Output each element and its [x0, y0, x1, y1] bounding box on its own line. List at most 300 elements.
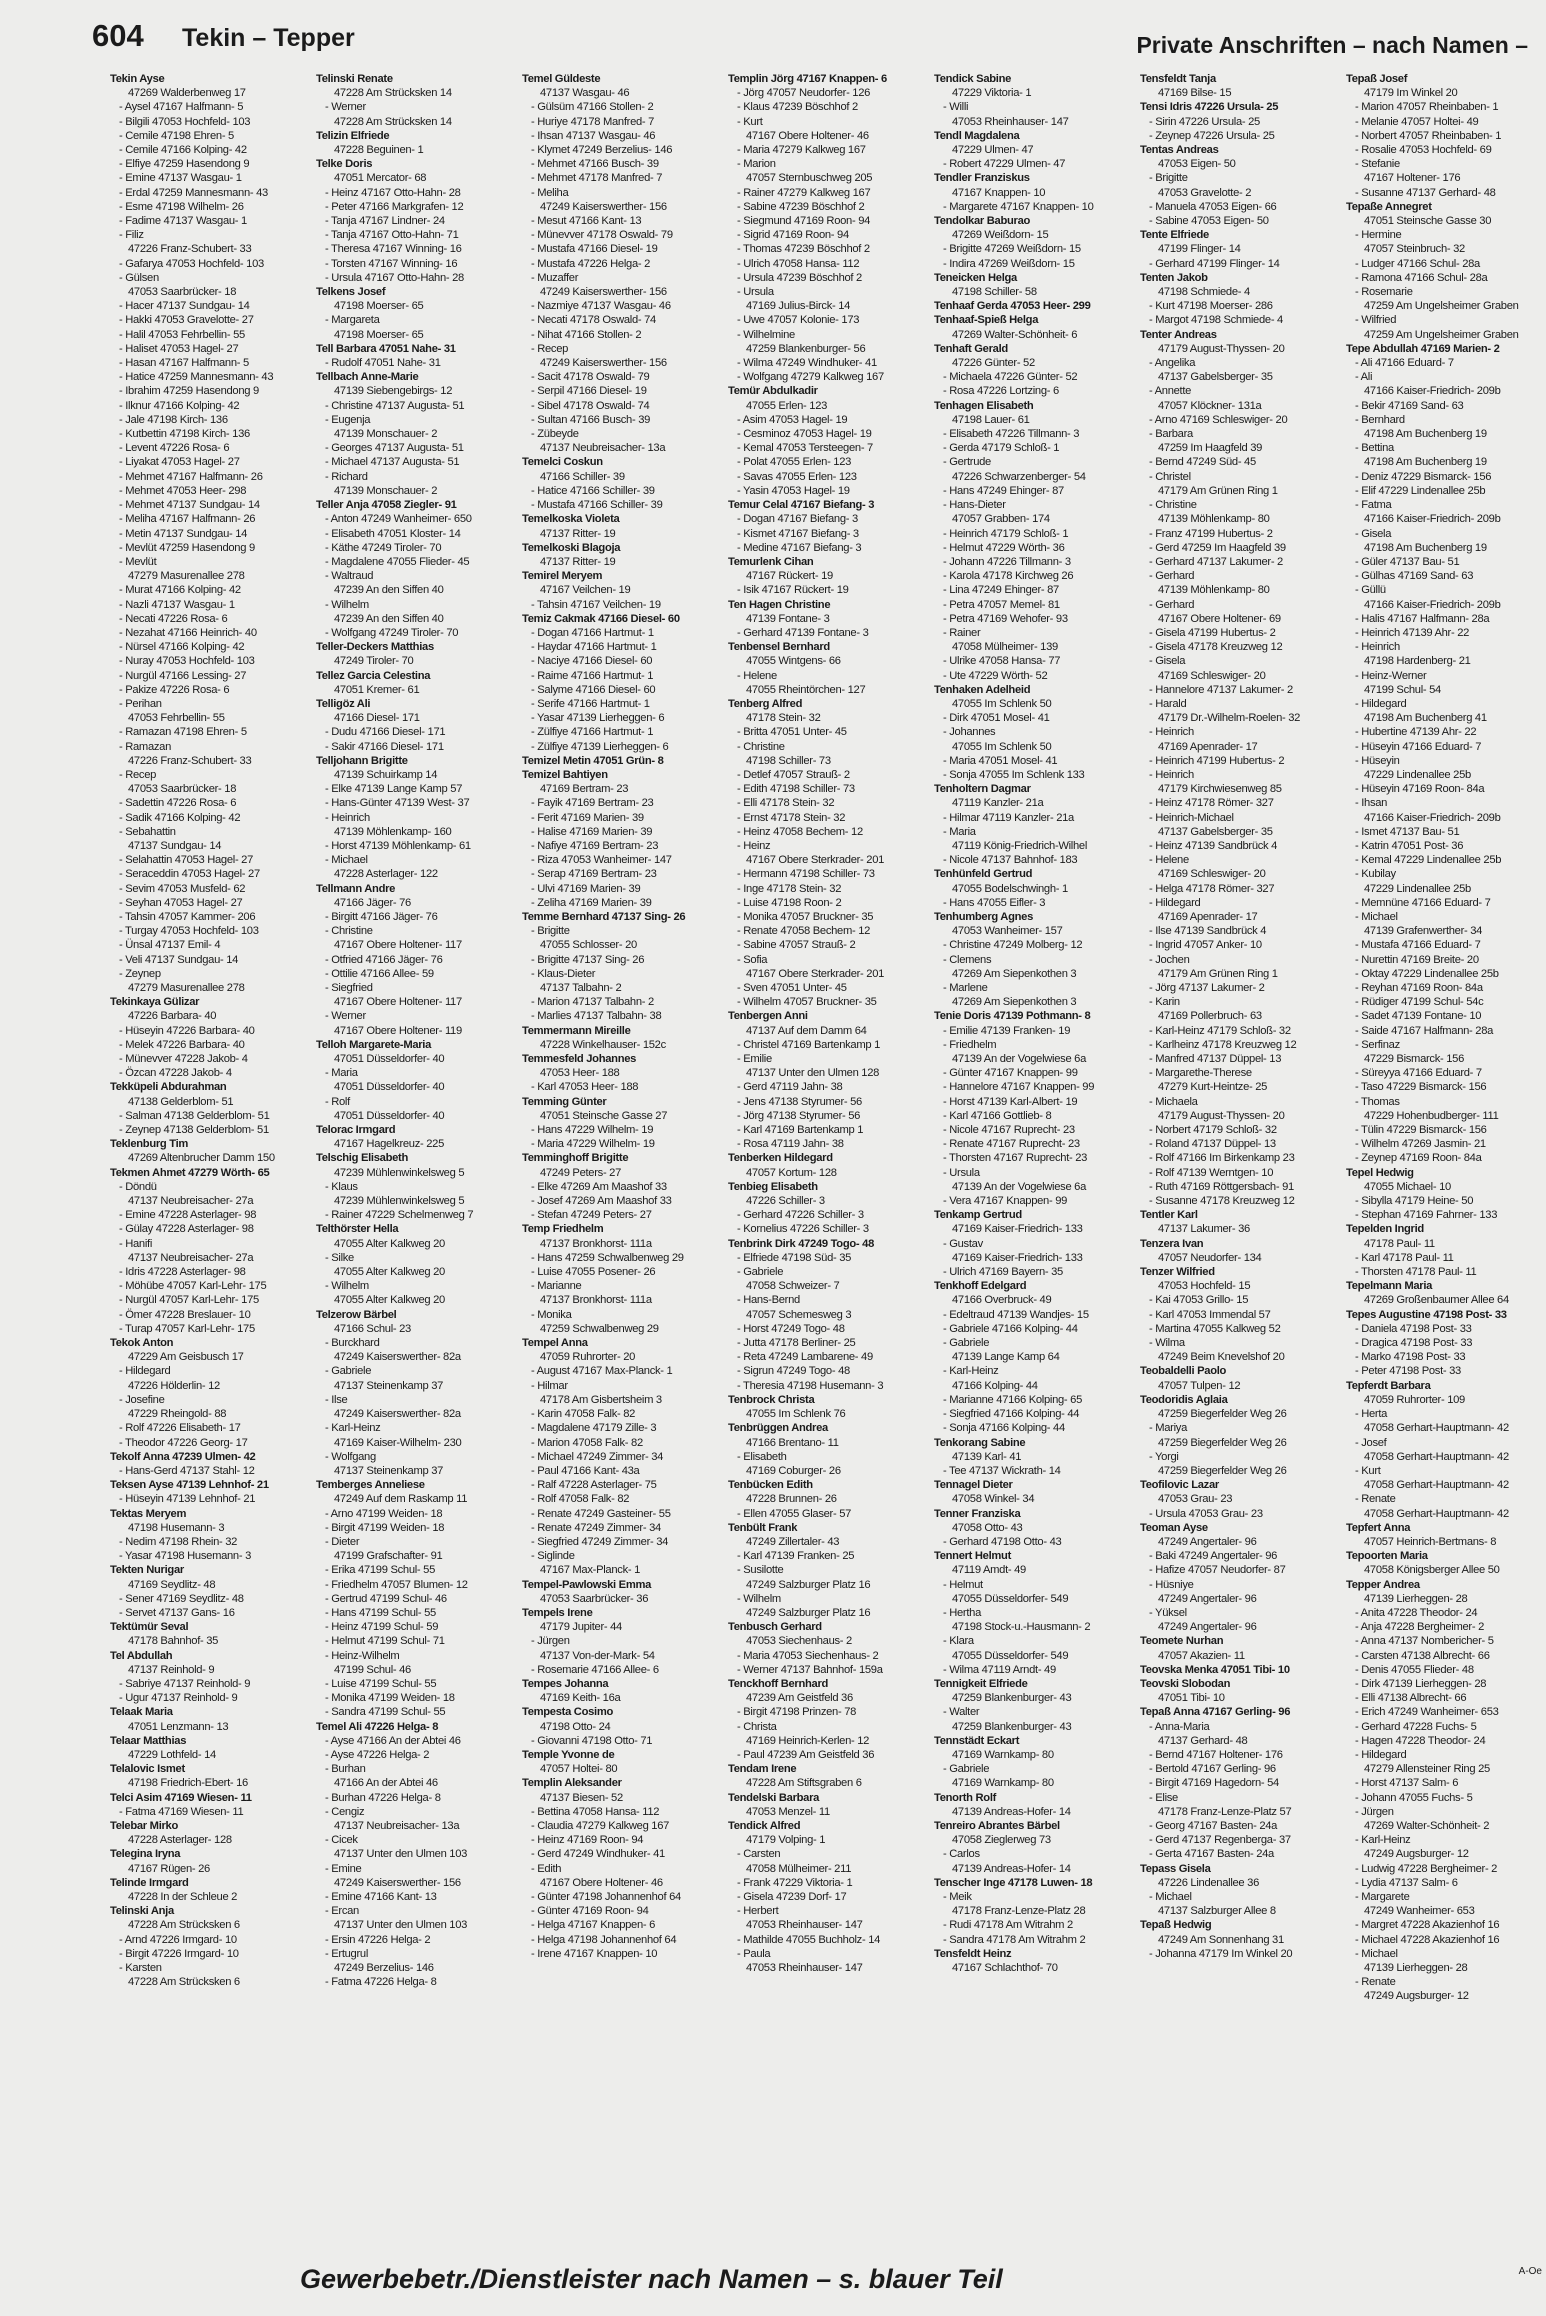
listing-entry: - Jörg 47137 Lakumer- 2 [1149, 982, 1265, 994]
listing-surname-entry: Tenhünfeld Gertrud [934, 868, 1033, 881]
listing-entry: - Theresia 47198 Husemann- 3 [737, 1379, 884, 1392]
listing-entry: - Carsten [737, 1848, 781, 1861]
listing-entry: - Sofia [737, 953, 768, 966]
listing-entry: - Gülay 47228 Asterlager- 98 [119, 1223, 254, 1236]
name-range: Tekin – Tepper [182, 24, 355, 52]
listing-surname-entry: Telschig Elisabeth [316, 1152, 408, 1165]
listing-entry: - Michaela [1149, 1095, 1198, 1108]
listing-address-line: 47058 Schweizer- 7 [746, 1280, 840, 1293]
listing-address-line: 47198 Otto- 24 [540, 1720, 611, 1733]
listing-address-line: 47057 Holtei- 80 [540, 1763, 618, 1776]
listing-entry: - Hans 47249 Ehinger- 87 [943, 484, 1064, 497]
listing-entry: - Ursula 47239 Böschhof 2 [737, 271, 862, 284]
listing-entry: - Gerd 47249 Windhuker- 41 [531, 1848, 665, 1861]
listing-entry: - Silke [325, 1251, 354, 1264]
listing-entry: - Willi [943, 101, 969, 114]
listing-address-line: 47279 Allensteiner Ring 25 [1364, 1763, 1490, 1776]
listing-address-line: 47228 Am Strücksken 14 [334, 115, 452, 128]
listing-entry: - Wilma 47119 Arndt- 49 [943, 1663, 1056, 1676]
listing-address-line: 47167 Obere Holtener- 119 [334, 1024, 462, 1037]
listing-address-line: 47057 Heinrich-Bertmans- 8 [1364, 1535, 1497, 1548]
listing-surname-entry: Telloh Margarete-Maria [316, 1038, 432, 1051]
listing-entry: - Gerda 47179 Schloß- 1 [943, 442, 1060, 455]
listing-address-line: 47199 Schul- 54 [1364, 683, 1441, 696]
listing-entry: - Güllü [1355, 584, 1386, 597]
listing-entry: - Jochen [1149, 953, 1190, 966]
listing-address-line: 47167 Obere Sterkrader- 201 [746, 854, 885, 867]
listing-address-line: 47249 Angertaler- 96 [1158, 1535, 1257, 1548]
listing-entry: - Ayse 47166 An der Abtei 46 [325, 1734, 461, 1747]
listing-entry: - Susanne 47178 Kreuzweg 12 [1149, 1195, 1295, 1208]
listing-surname-entry: Tellbach Anne-Marie [316, 371, 419, 384]
listing-entry: - Kemal 47229 Lindenallee 25b [1355, 854, 1502, 867]
listing-address-line: 47226 Lindenallee 36 [1158, 1876, 1260, 1889]
listing-address-line: 47229 Lothfeld- 14 [128, 1748, 216, 1761]
listing-surname-entry: Tempel Anna [522, 1337, 588, 1350]
listing-entry: - Elke 47269 Am Maashof 33 [531, 1180, 667, 1193]
listing-address-line: 47055 Im Schlenk 76 [746, 1408, 846, 1421]
listing-address-line: 47137 Salzburger Allee 8 [1158, 1905, 1276, 1918]
listing-address-line: 47259 Biegerfelder Weg 26 [1158, 1436, 1287, 1449]
listing-entry: - Marlene [943, 982, 988, 994]
listing-address-line: 47137 Unter den Ulmen 128 [746, 1067, 880, 1080]
listing-entry: - Salman 47138 Gelderblom- 51 [119, 1109, 270, 1122]
listing-entry: - Johannes [943, 726, 996, 739]
listing-entry: - Brigitte 47137 Sing- 26 [531, 953, 645, 966]
listing-surname-entry: Tepass Gisela [1140, 1862, 1211, 1875]
listing-address-line: 47226 Schiller- 3 [746, 1195, 825, 1208]
listing-address-line: 47229 Rheingold- 88 [128, 1408, 227, 1421]
listing-columns [110, 72, 1520, 2240]
listing-entry: - Mustafa 47166 Diesel- 19 [531, 243, 658, 256]
listing-surname-entry: Tensfeldt Tanja [1140, 73, 1216, 85]
listing-surname-entry: Tentas Andreas [1140, 144, 1219, 157]
listing-address-line: 47226 Barbara- 40 [128, 1010, 217, 1023]
listing-entry: - Gülsen [119, 271, 159, 284]
listing-entry: - Michael [1355, 1947, 1398, 1960]
listing-address-line: 47057 Neudorfer- 134 [1158, 1251, 1262, 1264]
listing-entry: - Rüdiger 47199 Schul- 54c [1355, 996, 1484, 1009]
listing-entry: - Levent 47226 Rosa- 6 [119, 442, 230, 455]
listing-entry: - Heinz [737, 839, 771, 852]
listing-entry: - Norbert 47179 Schloß- 32 [1149, 1124, 1277, 1137]
listing-entry: - Mustafa 47166 Eduard- 7 [1355, 939, 1481, 952]
listing-entry: - Ferit 47169 Marien- 39 [531, 811, 644, 824]
listing-entry: - Tahsin 47057 Kammer- 206 [119, 910, 256, 923]
listing-entry: - Jürgen [1355, 1805, 1394, 1818]
listing-surname-entry: Tensi Idris 47226 Ursula- 25 [1140, 101, 1279, 114]
listing-entry: - Mathilde 47055 Buchholz- 14 [737, 1933, 881, 1946]
listing-entry: - Hilmar [531, 1379, 568, 1392]
listing-entry: - Ilse [325, 1393, 348, 1406]
listing-address-line: 47269 Walter-Schönheit- 2 [1364, 1819, 1490, 1832]
listing-entry: - Theresa 47167 Winning- 16 [325, 243, 462, 256]
listing-address-line: 47053 Menzel- 11 [746, 1805, 830, 1818]
listing-entry: - Zeynep [119, 967, 161, 980]
listing-address-line: 47166 Kolping- 44 [952, 1379, 1038, 1392]
listing-address-line: 47055 Im Schlenk 50 [952, 697, 1052, 710]
listing-entry: - Georg 47167 Basten- 24a [1149, 1819, 1278, 1832]
listing-entry: - Halis 47167 Halfmann- 28a [1355, 612, 1490, 625]
listing-address-line: 47167 Obere Holtener- 46 [540, 1876, 663, 1889]
listing-entry: - Ilknur 47166 Kolping- 42 [119, 399, 240, 412]
listing-surname-entry: Tenholtern Dagmar [934, 783, 1031, 796]
listing-address-line: 47259 Schwalbenweg 29 [540, 1322, 659, 1335]
listing-entry: - Heinrich [1355, 641, 1400, 654]
listing-entry: - Heinrich [325, 811, 370, 824]
listing-entry: - Margret 47228 Akazienhof 16 [1355, 1919, 1500, 1932]
listing-surname-entry: Tenner Franziska [934, 1507, 1021, 1520]
listing-entry: - Daniela 47198 Post- 33 [1355, 1322, 1472, 1335]
listing-entry: - Hakki 47053 Gravelotte- 27 [119, 314, 254, 327]
listing-address-line: 47051 Steinsche Gasse 30 [1364, 215, 1492, 228]
listing-entry: - Gertrud 47199 Schul- 46 [325, 1592, 447, 1605]
listing-entry: - Michael 47137 Augusta- 51 [325, 456, 460, 469]
listing-entry: - Zeynep 47138 Gelderblom- 51 [119, 1124, 269, 1137]
listing-entry: - Manfred 47137 Düppel- 13 [1149, 1053, 1282, 1066]
listing-address-line: 47058 Gerhart-Hauptmann- 42 [1364, 1479, 1509, 1492]
listing-address-line: 47259 Am Ungelsheimer Graben [1364, 300, 1519, 313]
listing-entry: - Ulrike 47058 Hansa- 77 [943, 655, 1061, 668]
listing-entry: - Gerhard [1149, 570, 1195, 583]
listing-entry: - Birgit 47199 Weiden- 18 [325, 1521, 445, 1534]
listing-entry: - Burhan [325, 1763, 366, 1776]
listing-address-line: 47139 Andreas-Hofer- 14 [952, 1805, 1071, 1818]
listing-entry: - Horst 47137 Salm- 6 [1355, 1777, 1459, 1790]
listing-entry: - Gisela 47178 Kreuzweg 12 [1149, 641, 1283, 654]
listing-entry: - Zübeyde [531, 428, 579, 441]
listing-address-line: 47239 An den Siffen 40 [334, 584, 444, 597]
listing-address-line: 47055 Düsseldorfer- 549 [952, 1649, 1069, 1662]
listing-entry: - Bertold 47167 Gerling- 96 [1149, 1763, 1276, 1776]
listing-entry: - Sigrid 47169 Roon- 94 [737, 229, 849, 242]
listing-entry: - Sven 47051 Unter- 45 [737, 982, 847, 994]
listing-entry: - Ali [1355, 371, 1373, 384]
listing-address-line: 47198 Am Buchenberg 19 [1364, 456, 1487, 469]
listing-entry: - Helga 47198 Johannenhof 64 [531, 1933, 677, 1946]
listing-entry: - Rosemarie [1355, 286, 1413, 299]
listing-surname-entry: Tepe Abdullah 47169 Marien- 2 [1346, 342, 1500, 355]
listing-entry: - Käthe 47249 Tiroler- 70 [325, 541, 442, 554]
listing-entry: - Renate [1355, 1976, 1396, 1989]
listing-surname-entry: Tenorth Rolf [934, 1791, 997, 1804]
listing-address-line: 47229 Am Geisbusch 17 [128, 1351, 244, 1364]
listing-entry: - Annette [1149, 385, 1192, 398]
listing-entry: - Gerhard 47228 Fuchs- 5 [1355, 1720, 1477, 1733]
listing-entry: - Hüsniye [1149, 1578, 1194, 1591]
listing-entry: - Sirin 47226 Ursula- 25 [1149, 115, 1260, 128]
listing-entry: - Walter [943, 1706, 980, 1719]
listing-address-line: 47178 Paul- 11 [1364, 1237, 1435, 1250]
listing-entry: - Ugur 47137 Reinhold- 9 [119, 1692, 238, 1705]
listing-address-line: 47178 Am Gisbertsheim 3 [540, 1393, 662, 1406]
listing-surname-entry: Tepaße Annegret [1346, 200, 1432, 213]
listing-entry: - Heinz 47169 Roon- 94 [531, 1834, 644, 1847]
listing-address-line: 47199 Flinger- 14 [1158, 243, 1241, 256]
listing-entry: - Hatice 47259 Mannesmann- 43 [119, 371, 274, 384]
listing-entry: - Rainer 47279 Kalkweg 167 [737, 186, 871, 199]
listing-address-line: 47139 Siebengebirgs- 12 [334, 385, 453, 398]
listing-entry: - Emilie 47139 Franken- 19 [943, 1024, 1071, 1037]
listing-surname-entry: Tepelmann Maria [1346, 1280, 1433, 1293]
listing-surname-entry: Ten Hagen Christine [728, 598, 831, 611]
listing-address-line: 47169 Pollerbruch- 63 [1158, 1010, 1262, 1023]
listing-address-line: 47179 Volping- 1 [746, 1834, 826, 1847]
listing-address-line: 47166 Schul- 23 [334, 1322, 411, 1335]
listing-entry: - Baki 47249 Angertaler- 96 [1149, 1550, 1278, 1563]
listing-address-line: 47226 Franz-Schubert- 33 [128, 243, 252, 256]
listing-entry: - Elli 47178 Stein- 32 [737, 797, 835, 810]
listing-entry: - Dirk 47051 Mosel- 41 [943, 712, 1050, 725]
listing-address-line: 47269 Walter-Schönheit- 6 [952, 328, 1078, 341]
listing-address-line: 47249 Salzburger Platz 16 [746, 1606, 871, 1619]
listing-entry: - Siglinde [531, 1550, 575, 1563]
listing-address-line: 47229 Lindenallee 25b [1364, 882, 1471, 895]
listing-entry: - Gerhard 47199 Flinger- 14 [1149, 257, 1280, 270]
listing-surname-entry: Tenbusch Gerhard [728, 1621, 822, 1634]
listing-address-line: 47137 Bronkhorst- 111a [540, 1294, 652, 1307]
listing-entry: - Angelika [1149, 357, 1196, 370]
listing-surname-entry: Tempesta Cosimo [522, 1706, 614, 1719]
listing-entry: - Brigitte 47269 Weißdorn- 15 [943, 243, 1081, 256]
listing-entry: - Dieter [325, 1535, 360, 1548]
listing-address-line: 47166 Schiller- 39 [540, 470, 625, 483]
listing-address-line: 47057 Grabben- 174 [952, 513, 1050, 526]
listing-entry: - Sebahattin [119, 825, 176, 838]
listing-entry: - Karl-Heinz 47179 Schloß- 32 [1149, 1024, 1291, 1037]
listing-entry: - Wilhelm 47057 Bruckner- 35 [737, 996, 877, 1009]
listing-entry: - Sadet 47139 Fontane- 10 [1355, 1010, 1482, 1023]
listing-entry: - Gerhard 47137 Lakumer- 2 [1149, 555, 1283, 568]
listing-address-line: 47055 Alter Kalkweg 20 [334, 1237, 445, 1250]
listing-entry: - Marion 47058 Falk- 82 [531, 1436, 643, 1449]
listing-entry: - Ibrahim 47259 Hasendong 9 [119, 385, 259, 398]
listing-entry: - Elke 47139 Lange Kamp 57 [325, 783, 463, 796]
listing-entry: - Melek 47226 Barbara- 40 [119, 1038, 245, 1051]
listing-address-line: 47249 Tiroler- 70 [334, 655, 414, 668]
listing-entry: - Idris 47228 Asterlager- 98 [119, 1266, 246, 1279]
listing-surname-entry: Tellmann Andre [316, 882, 396, 895]
listing-entry: - Michaela 47226 Günter- 52 [943, 371, 1078, 384]
listing-entry: - Bernd 47249 Süd- 45 [1149, 456, 1256, 469]
listing-entry: - Maria [943, 825, 976, 838]
listing-entry: - Luise 47198 Roon- 2 [737, 896, 842, 909]
listing-address-line: 47198 Hardenberg- 21 [1364, 655, 1471, 668]
listing-entry: - Ute 47229 Wörth- 52 [943, 669, 1048, 682]
listing-entry: - Ömer 47228 Breslauer- 10 [119, 1308, 251, 1321]
column-5 [934, 72, 1110, 2240]
listing-entry: - Wolfgang 47279 Kalkweg 167 [737, 371, 884, 384]
listing-address-line: 47169 Apenrader- 17 [1158, 740, 1258, 753]
listing-address-line: 47139 An der Vogelwiese 6a [952, 1180, 1087, 1193]
listing-entry: - Nicole 47167 Ruprecht- 23 [943, 1124, 1075, 1137]
listing-entry: - Maria 47279 Kalkweg 167 [737, 144, 866, 157]
listing-entry: - Jörg 47138 Styrumer- 56 [737, 1109, 861, 1122]
listing-surname-entry: Teller-Deckers Matthias [316, 641, 434, 654]
listing-entry: - Michael [1149, 1891, 1192, 1903]
listing-address-line: 47137 Unter den Ulmen 103 [334, 1919, 468, 1932]
listing-entry: - Emine 47228 Asterlager- 98 [119, 1209, 257, 1222]
listing-entry: - Karl-Heinz [1355, 1834, 1411, 1847]
listing-surname-entry: Tenter Andreas [1140, 328, 1217, 341]
listing-surname-entry: Tel Abdullah [110, 1649, 173, 1662]
listing-entry: - Isik 47167 Rückert- 19 [737, 584, 849, 597]
listing-entry: - Sevim 47053 Musfeld- 62 [119, 882, 246, 895]
listing-entry: - Christine [325, 925, 373, 938]
listing-entry: - Necati 47226 Rosa- 6 [119, 612, 228, 625]
listing-address-line: 47226 Hölderlin- 12 [128, 1379, 220, 1392]
listing-entry: - Bilgili 47053 Hochfeld- 103 [119, 115, 251, 128]
listing-address-line: 47058 Gerhart-Hauptmann- 42 [1364, 1507, 1509, 1520]
listing-entry: - Mehmet 47167 Halfmann- 26 [119, 470, 263, 483]
listing-entry: - Gabriele 47166 Kolping- 44 [943, 1322, 1078, 1335]
listing-entry: - Ramazan 47198 Ehren- 5 [119, 726, 247, 739]
listing-address-line: 47053 Wanheimer- 157 [952, 925, 1063, 938]
listing-address-line: 47137 Reinhold- 9 [128, 1663, 215, 1676]
listing-address-line: 47053 Saarbrücker- 18 [128, 286, 237, 299]
listing-address-line: 47051 Tibi- 10 [1158, 1692, 1225, 1705]
listing-entry: - Werner 47137 Bahnhof- 159a [737, 1663, 883, 1676]
listing-address-line: 47249 Angertaler- 96 [1158, 1621, 1257, 1634]
listing-entry: - Hans-Günter 47139 West- 37 [325, 797, 470, 810]
listing-address-line: 47139 Fontane- 3 [746, 612, 830, 625]
listing-entry: - Elli 47138 Albrecht- 66 [1355, 1692, 1467, 1705]
listing-address-line: 47137 Gabelsberger- 35 [1158, 825, 1273, 838]
listing-entry: - Ulrich 47058 Hansa- 112 [737, 257, 860, 270]
listing-entry: - Elisabeth [737, 1450, 787, 1463]
listing-surname-entry: Tenhaken Adelheid [934, 683, 1031, 696]
listing-address-line: 47226 Günter- 52 [952, 357, 1035, 370]
listing-address-line: 47179 August-Thyssen- 20 [1158, 1109, 1285, 1122]
listing-entry: - Medine 47167 Biefang- 3 [737, 541, 862, 554]
listing-entry: - Taso 47229 Bismarck- 156 [1355, 1081, 1487, 1094]
listing-entry: - Siegmund 47169 Roon- 94 [737, 215, 871, 228]
listing-entry: - Nurgül 47057 Karl-Lehr- 175 [119, 1294, 259, 1307]
listing-entry: - Liyakat 47053 Hagel- 27 [119, 456, 240, 469]
listing-entry: - Hans-Bernd [737, 1294, 800, 1307]
listing-surname-entry: Telke Doris [316, 158, 373, 171]
listing-entry: - Nurettin 47169 Breite- 20 [1355, 953, 1479, 966]
listing-address-line: 47198 Am Buchenberg 19 [1364, 541, 1487, 554]
listing-address-line: 47137 Unter den Ulmen 103 [334, 1848, 468, 1861]
listing-entry: - Georges 47137 Augusta- 51 [325, 442, 464, 455]
listing-entry: - Emilie [737, 1053, 772, 1066]
listing-address-line: 47249 Zillertaler- 43 [746, 1535, 840, 1548]
listing-entry: - Klymet 47249 Berzelius- 146 [531, 144, 673, 157]
listing-entry: - Otfried 47166 Jäger- 76 [325, 953, 443, 966]
listing-entry: - Heinrich-Michael [1149, 811, 1234, 824]
listing-address-line: 47167 Holtener- 176 [1364, 172, 1461, 185]
listing-address-line: 47055 Alter Kalkweg 20 [334, 1294, 445, 1307]
listing-address-line: 47198 Moerser- 65 [334, 328, 424, 341]
listing-entry: - Birgit 47226 Irmgard- 10 [119, 1947, 239, 1960]
listing-address-line: 47228 Beguinen- 1 [334, 144, 424, 157]
listing-address-line: 47169 Coburger- 26 [746, 1464, 841, 1477]
listing-entry: - Meliha 47167 Halfmann- 26 [119, 513, 256, 526]
listing-entry: - Klara [943, 1635, 974, 1648]
listing-address-line: 47053 Eigen- 50 [1158, 158, 1236, 171]
listing-entry: - Metin 47137 Sundgau- 14 [119, 527, 248, 540]
listing-entry: - Maria 47051 Mosel- 41 [943, 754, 1058, 767]
listing-address-line: 47053 Grau- 23 [1158, 1493, 1233, 1506]
listing-entry: - Özcan 47228 Jakob- 4 [119, 1067, 232, 1080]
listing-entry: - Karl 47053 Heer- 188 [531, 1081, 639, 1094]
listing-entry: - Lina 47249 Ehinger- 87 [943, 584, 1059, 597]
listing-entry: - Klaus [325, 1180, 358, 1193]
listing-address-line: 47249 Kaiserswerther- 82a [334, 1408, 461, 1421]
listing-entry: - Brigitte [531, 925, 570, 938]
listing-entry: - Ramona 47166 Schul- 28a [1355, 271, 1488, 284]
listing-entry: - Servet 47137 Gans- 16 [119, 1606, 235, 1619]
listing-entry: - Michael 47249 Zimmer- 34 [531, 1450, 664, 1463]
listing-entry: - Thorsten 47167 Ruprecht- 23 [943, 1152, 1088, 1165]
listing-entry: - Münevver 47178 Oswald- 79 [531, 229, 673, 242]
listing-address-line: 47051 Düsseldorfer- 40 [334, 1053, 445, 1066]
listing-entry: - Rainer [943, 626, 981, 639]
listing-entry: - Cemile 47166 Kolping- 42 [119, 144, 247, 157]
listing-address-line: 47057 Klöckner- 131a [1158, 399, 1262, 412]
listing-surname-entry: Teneicken Helga [934, 271, 1017, 284]
listing-entry: - Magdalene 47055 Flieder- 45 [325, 555, 470, 568]
listing-entry: - Gisela 47239 Dorf- 17 [737, 1891, 847, 1903]
listing-entry: - Gisela [1355, 527, 1392, 540]
listing-entry: - Süreyya 47166 Eduard- 7 [1355, 1067, 1482, 1080]
listing-entry: - Ulvi 47169 Marien- 39 [531, 882, 641, 895]
listing-entry: - Karsten [119, 1962, 162, 1975]
listing-address-line: 47249 Salzburger Platz 16 [746, 1578, 871, 1591]
listing-entry: - Polat 47055 Erlen- 123 [737, 456, 852, 469]
listing-address-line: 47137 Steinenkamp 37 [334, 1379, 444, 1392]
listing-entry: - Renate [1355, 1493, 1396, 1506]
listing-entry: - Indira 47269 Weißdorn- 15 [943, 257, 1075, 270]
listing-surname-entry: Telebar Mirko [110, 1819, 179, 1832]
listing-address-line: 47179 August-Thyssen- 20 [1158, 342, 1285, 355]
listing-entry: - Hans 47055 Eifler- 3 [943, 896, 1046, 909]
listing-address-line: 47279 Kurt-Heintze- 25 [1158, 1081, 1268, 1094]
listing-entry: - Ursula [943, 1166, 980, 1179]
listing-surname-entry: Tendl Magdalena [934, 129, 1020, 142]
listing-entry: - Irene 47167 Knappen- 10 [531, 1947, 658, 1960]
listing-surname-entry: Tekinkaya Gülizar [110, 996, 200, 1009]
listing-entry: - Kemal 47053 Tersteegen- 7 [737, 442, 873, 455]
listing-address-line: 47228 Am Strücksken 6 [128, 1976, 240, 1989]
listing-entry: - Halise 47169 Marien- 39 [531, 825, 653, 838]
listing-surname-entry: Tennagel Dieter [934, 1479, 1013, 1492]
listing-address-line: 47137 Talbahn- 2 [540, 982, 622, 994]
listing-surname-entry: Tente Elfriede [1140, 229, 1209, 242]
listing-entry: - Birgitt 47166 Jäger- 76 [325, 910, 438, 923]
listing-surname-entry: Temmesfeld Johannes [522, 1053, 637, 1066]
listing-address-line: 47259 Im Haagfeld 39 [1158, 442, 1263, 455]
listing-entry: - Hubertine 47139 Ahr- 22 [1355, 726, 1477, 739]
listing-surname-entry: Tendick Alfred [728, 1819, 801, 1832]
listing-address-line: 47269 Altenbrucher Damm 150 [128, 1152, 275, 1165]
listing-entry: - Bekir 47169 Sand- 63 [1355, 399, 1464, 412]
listing-entry: - Ilse 47139 Sandbrück 4 [1149, 925, 1267, 938]
listing-surname-entry: Tellez Garcia Celestina [316, 669, 431, 682]
listing-address-line: 47198 Schiller- 73 [746, 754, 831, 767]
listing-entry: - Kurt [1355, 1464, 1381, 1477]
listing-entry: - Paul 47166 Kant- 43a [531, 1464, 640, 1477]
listing-entry: - Mehmet 47137 Sundgau- 14 [119, 499, 260, 512]
column-6 [1140, 72, 1316, 2240]
listing-entry: - Ulrich 47169 Bayern- 35 [943, 1266, 1063, 1279]
listing-address-line: 47269 Großenbaumer Allee 64 [1364, 1294, 1509, 1307]
listing-entry: - Gabriele [943, 1763, 990, 1776]
listing-address-line: 47229 Viktoria- 1 [952, 87, 1032, 100]
listing-entry: - Manuela 47053 Eigen- 66 [1149, 200, 1277, 213]
listing-address-line: 47259 Am Ungelsheimer Graben [1364, 328, 1519, 341]
